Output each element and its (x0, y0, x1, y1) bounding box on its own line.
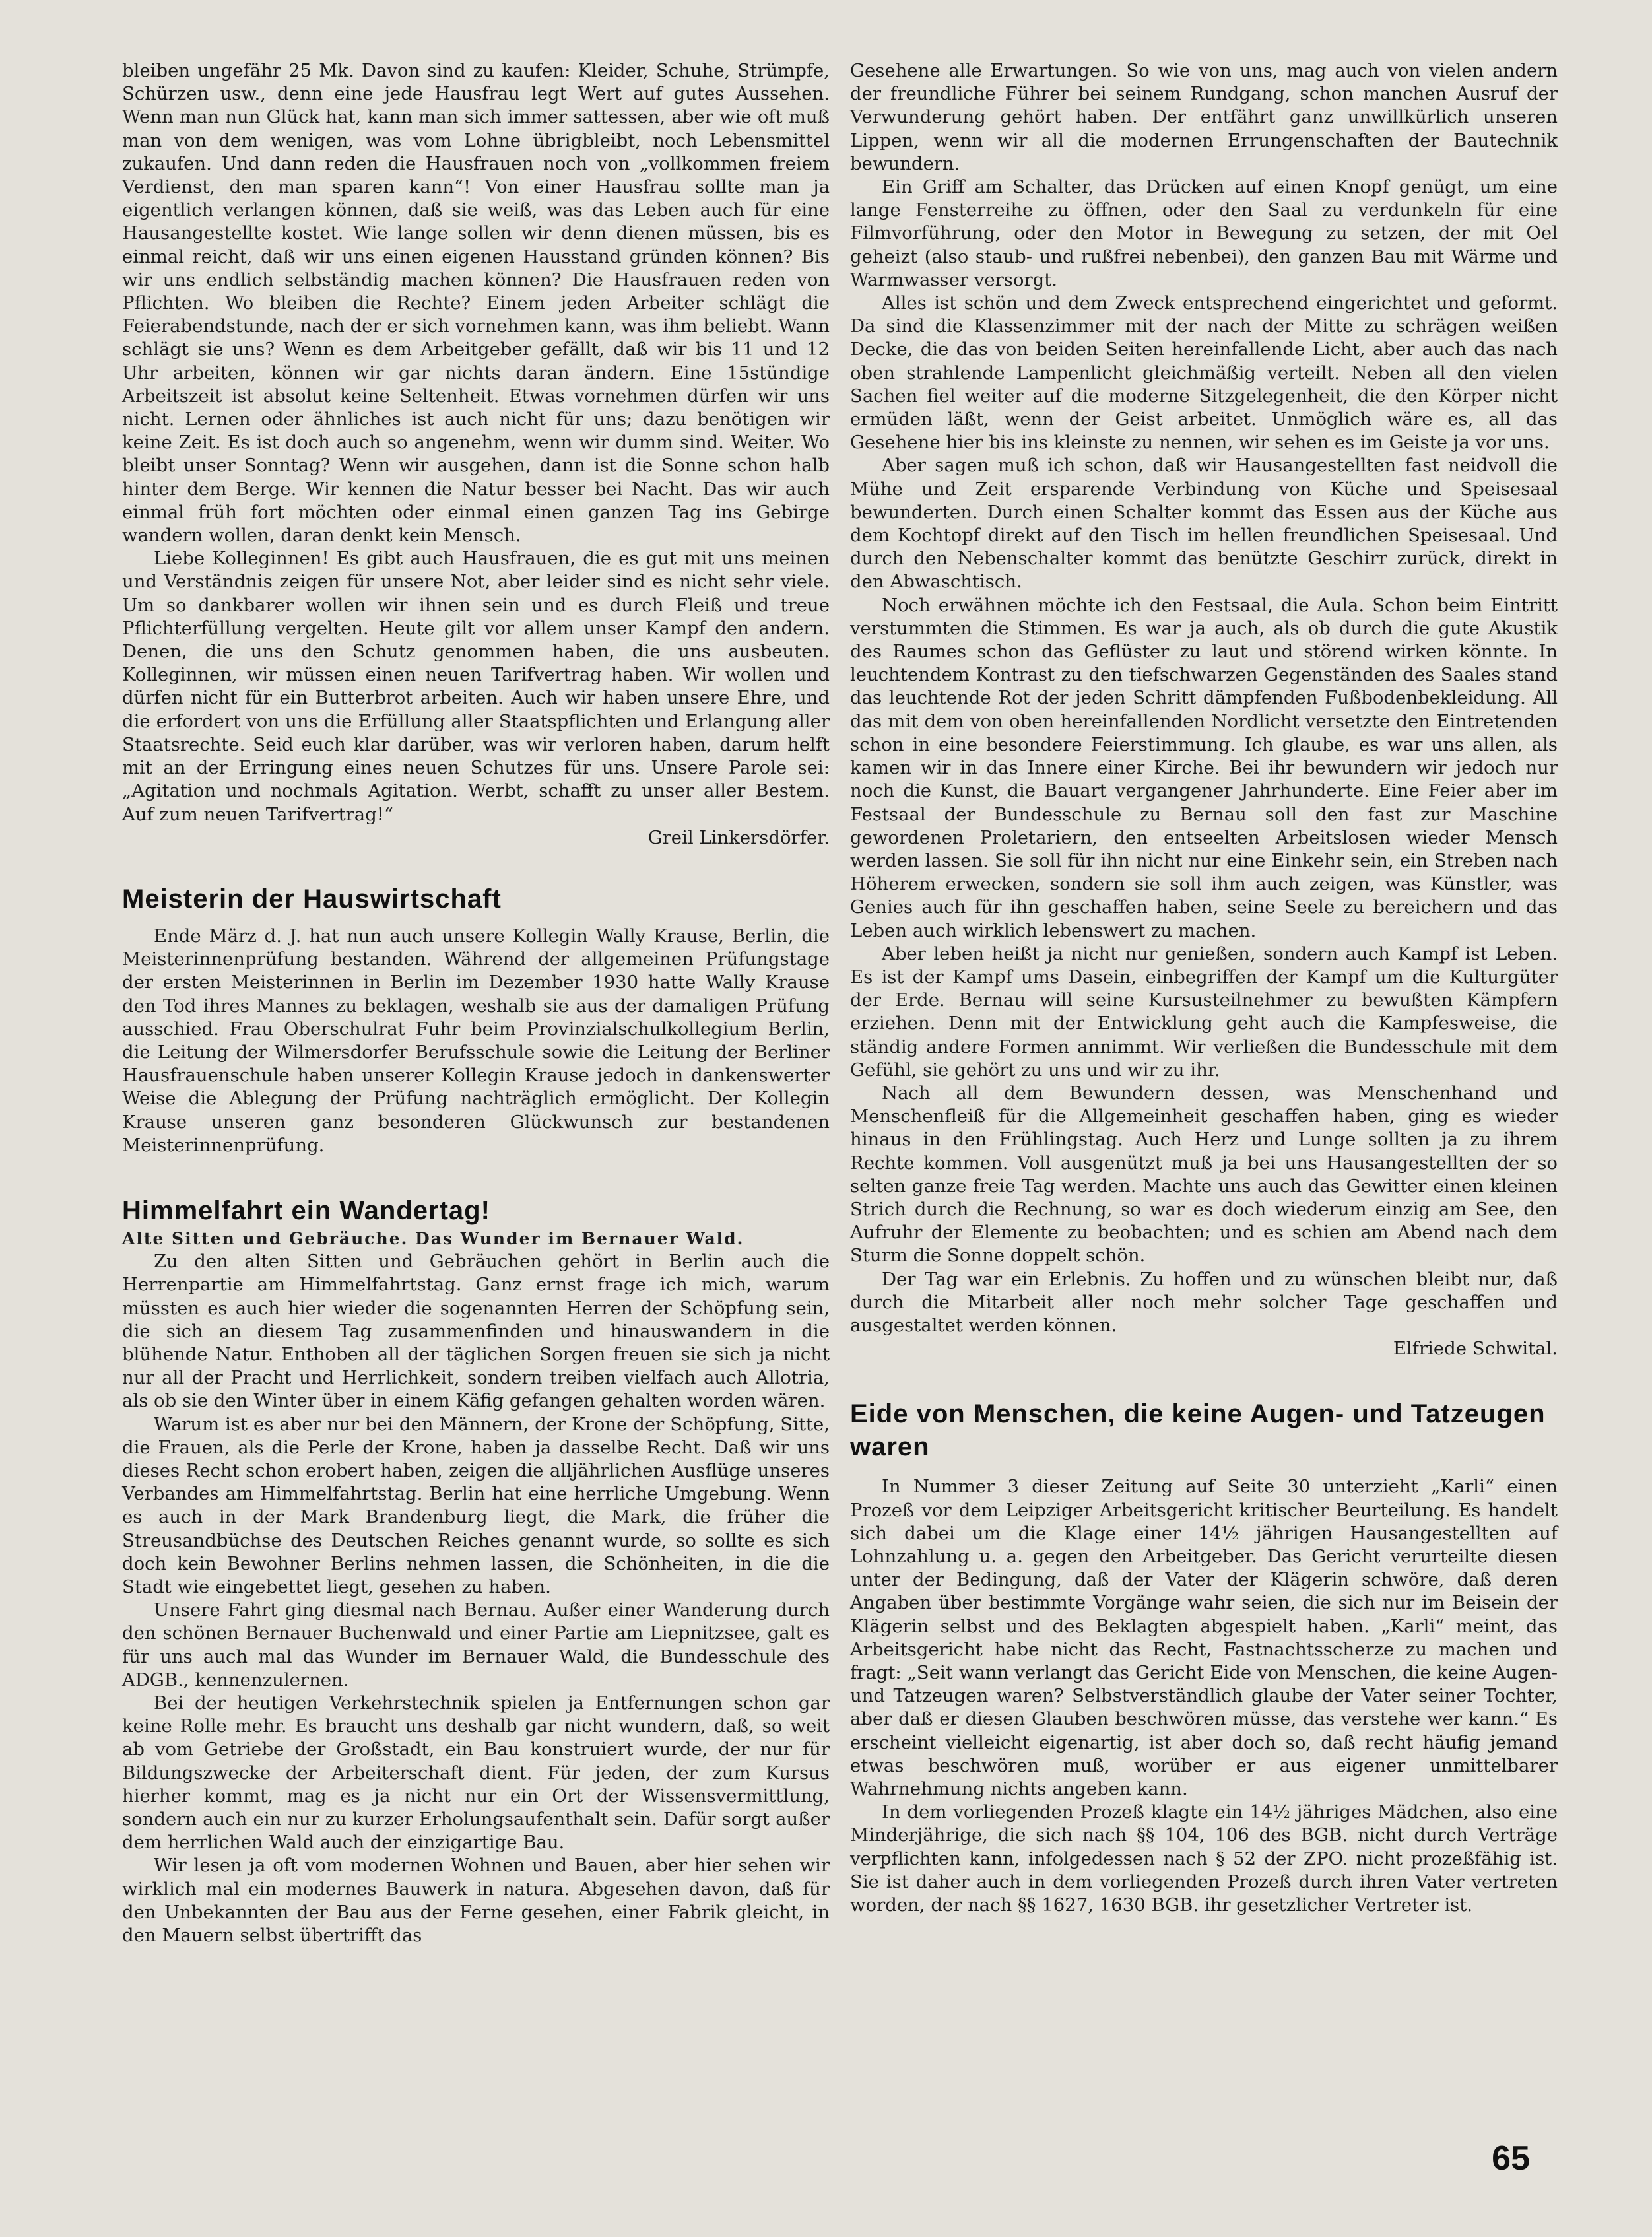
article-paragraph: Gesehene alle Erwartungen. So wie von uns, mag auch von vielen andern der freundliche Führer bei seinem Rundgang, schon manchen Ausruf der Verwunderung gehört haben. Der entfährt ganz unwillkürlich unseren Lippen, wenn wir all die modernen Errungenschaften der Bautechnik bewundern. (850, 60, 1558, 174)
article-paragraph: Nach all dem Bewundern dessen, was Menschenhand und Menschenfleiß für die Allgemeinheit geschaffen haben, ging es wieder hinaus in den Frühlingstag. Auch Herz und Lunge sollten ja zu ihrem Rechte kommen. Voll ausgenützt muß ja bei uns Hausangestellten der so selten ganze freie Tag werden. Machte uns auch das Gewitter einen kleinen Strich durch die Rechnung, so war es doch wiederum einzig am See, den Aufruhr der Elemente zu beobachten; und es schien am Abend nach dem Sturm die Sonne doppelt schön. (850, 1082, 1558, 1267)
himmelfahrt-subhead: Alte Sitten und Gebräuche. Das Wunder im Bernauer Wald. (122, 1228, 744, 1248)
himmelfahrt-paragraph: Bei der heutigen Verkehrstechnik spielen ja Entfernungen schon gar keine Rolle mehr. Es braucht uns deshalb gar nicht wundern, daß, so weit ab vom Getriebe der Großstadt, ein Bau konstruiert wurde, der nur für Bildungszwecke der Arbeiterschaft dient. Für jeden, der zum Kursus hierher kommt, mag es ja nicht nur ein Ort der Wissensvermittlung, sondern auch ein nur zu kurzer Erholungsaufenthalt sein. Dafür sorgt außer dem herrlichen Wald auch der einzigartige Bau. (122, 1692, 830, 1853)
himmelfahrt-paragraph: Wir lesen ja oft vom modernen Wohnen und Bauen, aber hier sehen wir wirklich mal ein modernes Bauwerk in natura. Abgesehen davon, daß für den Unbekannten der Bau aus der Ferne gesehen, einer Fabrik gleicht, in den Mauern selbst übertrifft das (122, 1855, 830, 1947)
right-column (850, 59, 1558, 1917)
article-signature: Elfriede Schwital. (1393, 1338, 1558, 1360)
meisterin-headline: Meisterin der Hauswirtschaft (122, 884, 502, 914)
article-paragraph: Noch erwähnen möchte ich den Festsaal, die Aula. Schon beim Eintritt verstummten die Stimmen. Es war ja auch, als ob durch die gute Akustik des Raumes schon das Geflüster zu laut und störend wirken könnte. In leuchtendem Kontrast zu den tiefschwarzen Gegenständen des Saales stand das leuchtende Rot der jeden Schritt dämpfenden Fußbodenbekleidung. All das mit dem von oben hereinfallenden Nordlicht versetzte den Eintretenden schon in eine besondere Feierstimmung. Ich glaube, es war uns allen, als kamen wir in das Innere einer Kirche. Bei ihr bewundern wir jedoch nur noch die Kunst, die Bauart vergangener Jahrhunderte. Eine Feier aber im Festsaal der Bundesschule zu Bernau soll den fast zur Maschine gewordenen Proletariern, den entseelten Arbeitslosen wieder Mensch werden lassen. Sie soll für ihn nicht nur eine Einkehr sein, ein Streben nach Höherem erwecken, sondern sie soll ihm auch zeigen, was Künstler, was Genies auch für ihn geschaffen haben, seine Seele zu bereichern und das Leben auch wirklich lebenswert zu machen. (850, 594, 1558, 941)
page-number: 65 (1492, 2139, 1530, 2178)
letter-paragraph: Liebe Kolleginnen! Es gibt auch Hausfrauen, die es gut mit uns meinen und Verständnis zeigen für unsere Not, aber leider sind es nicht sehr viele. Um so dankbarer wollen wir ihnen sein und es durch Fleiß und treue Pflichterfüllung vergelten. Heute gilt vor allem unser Kampf den andern. Denen, die uns den Schutz genommen haben, die uns ausbeuten. Kolleginnen, wir müssen einen neuen Tarifvertrag haben. Wir wollen und dürfen nicht für ein Butterbrot arbeiten. Auch wir haben unsere Ehre, und die erfordert von uns die Erfüllung aller Staatspflichten und Erlangung aller Staatsrechte. Seid euch klar darüber, was wir verloren haben, darum helft mit an der Erringung eines neuen Schutzes für uns. Unsere Parole sei: „Agitation und nochmals Agitation. Werbt, schafft zu unser aller Bestem. Auf zum neuen Tarifvertrag!“ (122, 548, 830, 825)
himmelfahrt-paragraph: Unsere Fahrt ging diesmal nach Bernau. Außer einer Wanderung durch den schönen Bernauer Buchenwald und einer Partie am Liepnitzsee, galt es für uns auch mal das Wunder im Bernauer Wald, die Bundesschule des ADGB., kennenzulernen. (122, 1599, 830, 1690)
article-paragraph: Alles ist schön und dem Zweck entsprechend eingerichtet und geformt. Da sind die Klassenzimmer mit der nach der Mitte zu schrägen weißen Decke, die das von beiden Seiten hereinfallende Licht, aber auch das nach oben strahlende Lampenlicht gleichmäßig verteilt. Neben all den vielen Sachen fiel weiter auf die moderne Sitzgelegenheit, die den Körper nicht ermüden läßt, wenn der Geist arbeitet. Unmöglich wäre es, all das Gesehene hier bis ins kleinste zu nennen, wir sehen es im Geiste ja vor uns. (850, 292, 1558, 453)
letter-signature: Greil Linkersdörfer. (647, 826, 830, 848)
article-paragraph: Ein Griff am Schalter, das Drücken auf einen Knopf genügt, um eine lange Fensterreihe zu öffnen, oder den Saal zu verdunkeln für eine Filmvorführung, oder den Motor in Bewegung zu setzen, der mit Oel geheizt (also staub- und rußfrei nebenbei), den ganzen Bau mit Wärme und Warmwasser versorgt. (850, 176, 1558, 290)
article-paragraph: Aber leben heißt ja nicht nur genießen, sondern auch Kampf ist Leben. Es ist der Kampf ums Dasein, einbegriffen der Kampf um die Kulturgüter der Erde. Bernau will seine Kursusteilnehmer zu bewußten Kämpfern erziehen. Denn mit der Entwicklung geht auch die Kampfesweise, die ständig andere Formen annimmt. Wir verließen die Bundesschule mit dem Gefühl, sie gehört zu uns und wir zu ihr. (850, 943, 1558, 1081)
letter-paragraph: bleiben ungefähr 25 Mk. Davon sind zu kaufen: Kleider, Schuhe, Strümpfe, Schürzen usw., denn eine jede Hausfrau legt Wert auf gutes Aussehen. Wenn man nun Glück hat, kann man sich immer sattessen, aber wie oft muß man von dem wenigen, was vom Lohne übrigbleibt, noch Lebensmittel zukaufen. Und dann reden die Hausfrauen noch von „vollkommen freiem Verdienst, den man sparen kann“! Von einer Hausfrau sollte man ja eigentlich verlangen können, daß sie weiß, was das Leben auch für eine Hausangestellte kostet. Wie lange sollen wir denn dienen müssen, bis es einmal reicht, daß wir uns einen eigenen Hausstand gründen können? Bis wir uns endlich selbständig machen können? Die Hausfrauen reden von Pflichten. Wo bleiben die Rechte? Einem jeden Arbeiter schlägt die Feierabendstunde, nach der er sich vornehmen kann, was ihm beliebt. Wann schlägt sie uns? Wenn es dem Arbeitgeber gefällt, daß wir bis 11 und 12 Uhr arbeiten, können wir gar nichts daran ändern. Eine 15stündige Arbeitszeit ist absolut keine Seltenheit. Etwas vornehmen dürfen wir uns nicht. Lernen oder ähnliches ist auch nicht für uns; dazu benötigen wir keine Zeit. Es ist doch auch so angenehm, wenn wir dumm sind. Weiter. Wo bleibt unser Sonntag? Wenn wir ausgehen, dann ist die Sonne schon halb hinter dem Berge. Wir kennen die Natur besser bei Nacht. Das wir auch einmal früh fort möchten oder einmal einen ganzen Tag ins Gebirge wandern wollen, daran denkt kein Mensch. (122, 60, 830, 547)
article-paragraph: Der Tag war ein Erlebnis. Zu hoffen und zu wünschen bleibt nur, daß durch die Mitarbeit aller noch mehr solcher Tage geschaffen und ausgestaltet werden können. (850, 1268, 1558, 1336)
himmelfahrt-paragraph: Warum ist es aber nur bei den Männern, der Krone der Schöpfung, Sitte, die Frauen, als die Perle der Krone, haben ja dasselbe Recht. Daß wir uns dieses Recht schon erobert haben, zeigen die alljährlichen Ausflüge unseres Verbandes am Himmelfahrtstag. Berlin hat eine herrliche Umgebung. Wenn es auch in der Mark Brandenburg liegt, die Mark, die früher die Streusandbüchse des Deutschen Reiches genannt wurde, so sollte es sich doch kein Bewohner Berlins nehmen lassen, die Schönheiten, in die die Stadt wie eingebettet liegt, gesehen zu haben. (122, 1413, 830, 1597)
eide-headline: Eide von Menschen, die keine Augen- und Tatzeugen waren (850, 1399, 1546, 1462)
left-column (122, 59, 830, 1947)
eide-paragraph: In dem vorliegenden Prozeß klagte ein 14½ jähriges Mädchen, also eine Minderjährige, die sich nach §§ 104, 106 des BGB. nicht durch Verträge verpflichten kann, infolgedessen nach § 52 der ZPO. nicht prozeßfähig ist. Sie ist daher auch in dem vorliegenden Prozeß durch ihren Vater vertreten worden, der nach §§ 1627, 1630 BGB. ihr gesetzlicher Vertreter ist. (850, 1801, 1558, 1916)
himmelfahrt-paragraph: Zu den alten Sitten und Gebräuchen gehört in Berlin auch die Herrenpartie am Himmelfahrtstag. Ganz ernst frage ich mich, warum müssten es auch hier wieder die sogenannten Herren der Schöpfung sein, die sich an diesem Tag zusammenfinden und hinauswandern in die blühende Natur. Enthoben all der täglichen Sorgen freuen sie sich ja nicht nur all der Pracht und Herrlichkeit, sondern treiben vielfach auch Allotria, als ob sie den Winter über in einem Käfig gefangen gehalten worden wären. (122, 1251, 830, 1412)
himmelfahrt-headline: Himmelfahrt ein Wandertag! (122, 1195, 490, 1225)
eide-paragraph: In Nummer 3 dieser Zeitung auf Seite 30 unterzieht „Karli“ einen Prozeß vor dem Leipziger Arbeitsgericht kritischer Beurteilung. Es handelt sich dabei um die Klage einer 14½ jährigen Hausangestellten auf Lohnzahlung u. a. gegen den Arbeitgeber. Das Gericht verurteilte diesen unter der Bedingung, daß der Vater der Klägerin schwöre, daß deren Angaben über bestimmte Vorgänge wahr seien, die sich nur im Beisein der Klägerin selbst und des Beklagten abgespielt haben. „Karli“ meint, das Arbeitsgericht habe nicht das Recht, Fastnachtsscherze zu machen und fragt: „Seit wann verlangt das Gericht Eide von Menschen, die keine Augen- und Tatzeugen waren? Selbstverständlich glaube der Vater seiner Tochter, aber daß er diesen Glauben beschwören müsse, das verstehe wer kann.“ Es erscheint vielleicht eigenartig, ist aber doch so, daß recht häufig jemand etwas beschwören muß, worüber er aus eigener unmittelbarer Wahrnehmung nichts angeben kann. (850, 1476, 1558, 1800)
article-paragraph: Aber sagen muß ich schon, daß wir Hausangestellten fast neidvoll die Mühe und Zeit ersparende Verbindung von Küche und Speisesaal bewunderten. Durch einen Schalter kommt das Essen aus der Küche aus dem Kochtopf direkt auf den Tisch im hellen freundlichen Speisesaal. Und durch den Nebenschalter kommt das benützte Geschirr zurück, direkt in den Abwaschtisch. (850, 455, 1558, 593)
meisterin-paragraph: Ende März d. J. hat nun auch unsere Kollegin Wally Krause, Berlin, die Meisterinnenprüfung bestanden. Während der allgemeinen Prüfungstage der ersten Meisterinnen in Berlin im Dezember 1930 hatte Wally Krause den Tod ihres Mannes zu beklagen, weshalb sie aus der damaligen Prüfung ausschied. Frau Oberschulrat Fuhr beim Provinzialschulkollegium Berlin, die Leitung der Wilmersdorfer Berufsschule sowie die Leitung der Berliner Hausfrauenschule haben unserer Kollegin Krause jedoch in dankenswerter Weise die Ablegung der Prüfung nachträglich ermöglicht. Der Kollegin Krause unseren ganz besonderen Glückwunsch zur bestandenen Meisterinnenprüfung. (122, 925, 830, 1156)
